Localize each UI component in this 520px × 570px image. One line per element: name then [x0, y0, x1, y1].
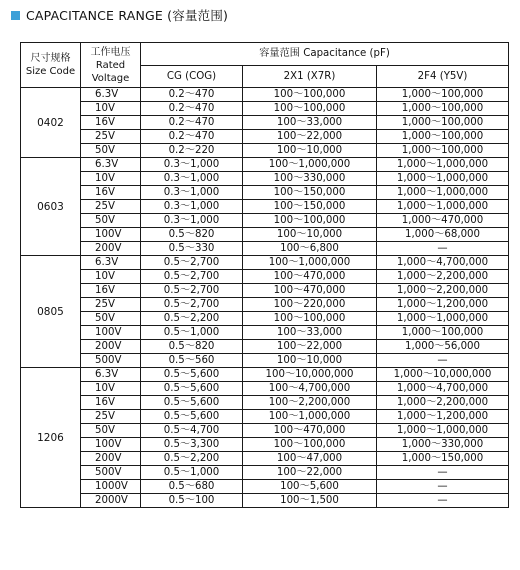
x7r-cell: 100～33,000 [243, 326, 377, 340]
y5v-cell: 1,000～1,200,000 [377, 298, 509, 312]
size-code-cell: 0402 [21, 88, 81, 158]
voltage-cell: 100V [81, 438, 141, 452]
x7r-cell: 100～470,000 [243, 270, 377, 284]
voltage-cell: 500V [81, 466, 141, 480]
cg-cog-cell: 0.3～1,000 [141, 200, 243, 214]
y5v-cell: 1,000～1,000,000 [377, 158, 509, 172]
voltage-cell: 16V [81, 396, 141, 410]
x7r-cell: 100～6,800 [243, 242, 377, 256]
cg-cog-cell: 0.5～1,000 [141, 466, 243, 480]
table-row [21, 200, 509, 214]
table-row [21, 88, 509, 102]
x7r-cell: 100～1,000,000 [243, 256, 377, 270]
x7r-cell: 100～2,200,000 [243, 396, 377, 410]
x7r-cell: 100～1,000,000 [243, 158, 377, 172]
voltage-cell: 16V [81, 186, 141, 200]
table-row [21, 410, 509, 424]
cg-cog-cell: 0.5～560 [141, 354, 243, 368]
x7r-cell: 100～150,000 [243, 186, 377, 200]
voltage-cell: 25V [81, 200, 141, 214]
x7r-cell: 100～1,000,000 [243, 410, 377, 424]
voltage-cell: 200V [81, 452, 141, 466]
cg-cog-cell: 0.3～1,000 [141, 214, 243, 228]
table-row [21, 228, 509, 242]
heading-square-icon [11, 11, 20, 20]
y5v-cell: 1,000～100,000 [377, 116, 509, 130]
x7r-cell: 100～47,000 [243, 452, 377, 466]
voltage-cell: 50V [81, 312, 141, 326]
table-row [21, 214, 509, 228]
rated-voltage-header [81, 43, 141, 88]
table-row [21, 186, 509, 200]
table-row [21, 438, 509, 452]
table-row [21, 452, 509, 466]
table-row [21, 494, 509, 508]
table-row [21, 326, 509, 340]
heading-title: CAPACITANCE RANGE (容量范围) [26, 8, 229, 23]
y5v-cell: 1,000～56,000 [377, 340, 509, 354]
cg-cog-cell: 0.3～1,000 [141, 158, 243, 172]
rated-voltage-header-en-1: Rated [95, 59, 126, 71]
capacitance-table [20, 42, 509, 508]
x7r-cell: 100～22,000 [243, 466, 377, 480]
cg-cog-cell: 0.5～5,600 [141, 368, 243, 382]
section-heading [11, 7, 228, 23]
y5v-cell: 1,000～1,200,000 [377, 410, 509, 424]
table-row [21, 158, 509, 172]
cg-cog-cell: 0.5～2,700 [141, 298, 243, 312]
y5v-cell: — [377, 466, 509, 480]
cg-cog-cell: 0.5～100 [141, 494, 243, 508]
cg-cog-cell: 0.5～680 [141, 480, 243, 494]
x7r-cell: 100～33,000 [243, 116, 377, 130]
cg-cog-cell: 0.5～5,600 [141, 410, 243, 424]
y5v-cell: 1,000～10,000,000 [377, 368, 509, 382]
cg-cog-cell: 0.5～5,600 [141, 396, 243, 410]
x7r-cell: 100～22,000 [243, 340, 377, 354]
y5v-cell: 1,000～100,000 [377, 326, 509, 340]
cg-cog-cell: 0.5～1,000 [141, 326, 243, 340]
rated-voltage-header-en-2: Voltage [91, 72, 130, 84]
cg-cog-cell: 0.5～5,600 [141, 382, 243, 396]
size-code-cell: 0805 [21, 256, 81, 368]
voltage-cell: 10V [81, 102, 141, 116]
size-code-header [21, 43, 81, 88]
x7r-cell: 100～150,000 [243, 200, 377, 214]
cg-cog-cell: 0.5～820 [141, 228, 243, 242]
voltage-cell: 6.3V [81, 158, 141, 172]
table-row [21, 368, 509, 382]
cg-cog-cell: 0.2～470 [141, 88, 243, 102]
x7r-cell: 100～100,000 [243, 214, 377, 228]
y5v-cell: 1,000～1,000,000 [377, 172, 509, 186]
cg-cog-cell: 0.5～330 [141, 242, 243, 256]
table-row [21, 242, 509, 256]
x7r-cell: 100～10,000 [243, 354, 377, 368]
y5v-cell: 1,000～100,000 [377, 102, 509, 116]
x7r-cell: 100～100,000 [243, 102, 377, 116]
x7r-header: 2X1 (X7R) [243, 66, 377, 88]
table-row [21, 480, 509, 494]
cg-cog-cell: 0.5～2,200 [141, 452, 243, 466]
y5v-cell: 1,000～4,700,000 [377, 382, 509, 396]
voltage-cell: 16V [81, 116, 141, 130]
y5v-cell: 1,000～470,000 [377, 214, 509, 228]
cg-cog-cell: 0.5～2,700 [141, 256, 243, 270]
voltage-cell: 6.3V [81, 368, 141, 382]
cg-cog-cell: 0.2～470 [141, 102, 243, 116]
size-code-header-cn: 尺寸规格 [30, 53, 71, 64]
cg-cog-cell: 0.5～820 [141, 340, 243, 354]
table-row [21, 424, 509, 438]
cg-cog-header: CG (COG) [141, 66, 243, 88]
voltage-cell: 10V [81, 382, 141, 396]
cg-cog-cell: 0.3～1,000 [141, 172, 243, 186]
cg-cog-cell: 0.2～220 [141, 144, 243, 158]
x7r-cell: 100～10,000 [243, 228, 377, 242]
cg-cog-cell: 0.3～1,000 [141, 186, 243, 200]
voltage-cell: 100V [81, 228, 141, 242]
table-row [21, 270, 509, 284]
voltage-cell: 16V [81, 284, 141, 298]
x7r-cell: 100～330,000 [243, 172, 377, 186]
table-row [21, 396, 509, 410]
voltage-cell: 2000V [81, 494, 141, 508]
x7r-cell: 100～220,000 [243, 298, 377, 312]
y5v-cell: 1,000～100,000 [377, 88, 509, 102]
voltage-cell: 200V [81, 242, 141, 256]
table-row [21, 130, 509, 144]
voltage-cell: 25V [81, 130, 141, 144]
x7r-cell: 100～100,000 [243, 88, 377, 102]
table-row [21, 284, 509, 298]
y5v-cell: 1,000～2,200,000 [377, 396, 509, 410]
size-code-header-en: Size Code [25, 66, 76, 77]
cg-cog-cell: 0.5～2,200 [141, 312, 243, 326]
table-row [21, 116, 509, 130]
y5v-cell: 1,000～68,000 [377, 228, 509, 242]
x7r-cell: 100～1,500 [243, 494, 377, 508]
table-row [21, 172, 509, 186]
y5v-cell: 1,000～1,000,000 [377, 312, 509, 326]
table-row [21, 466, 509, 480]
y5v-cell: 1,000～1,000,000 [377, 424, 509, 438]
x7r-cell: 100～10,000,000 [243, 368, 377, 382]
x7r-cell: 100～470,000 [243, 424, 377, 438]
x7r-cell: 100～5,600 [243, 480, 377, 494]
table-row [21, 312, 509, 326]
x7r-cell: 100～470,000 [243, 284, 377, 298]
voltage-cell: 50V [81, 424, 141, 438]
cg-cog-cell: 0.5～2,700 [141, 284, 243, 298]
table-row [21, 102, 509, 116]
voltage-cell: 200V [81, 340, 141, 354]
y5v-cell: 1,000～1,000,000 [377, 200, 509, 214]
y5v-cell: 1,000～4,700,000 [377, 256, 509, 270]
size-code-cell: 0603 [21, 158, 81, 256]
table-row [21, 144, 509, 158]
y5v-cell: — [377, 242, 509, 256]
table-row [21, 382, 509, 396]
x7r-cell: 100～10,000 [243, 144, 377, 158]
y5v-cell: 1,000～100,000 [377, 130, 509, 144]
voltage-cell: 10V [81, 172, 141, 186]
voltage-cell: 50V [81, 144, 141, 158]
voltage-cell: 500V [81, 354, 141, 368]
voltage-cell: 100V [81, 326, 141, 340]
table-row [21, 256, 509, 270]
x7r-cell: 100～4,700,000 [243, 382, 377, 396]
table-row [21, 340, 509, 354]
voltage-cell: 25V [81, 410, 141, 424]
size-code-cell: 1206 [21, 368, 81, 508]
rated-voltage-header-cn: 工作电压 [90, 46, 131, 58]
x7r-cell: 100～22,000 [243, 130, 377, 144]
cg-cog-cell: 0.5～2,700 [141, 270, 243, 284]
table-row [21, 298, 509, 312]
y5v-cell: — [377, 494, 509, 508]
voltage-cell: 6.3V [81, 88, 141, 102]
y5v-header: 2F4 (Y5V) [377, 66, 509, 88]
cg-cog-cell: 0.2～470 [141, 116, 243, 130]
cg-cog-cell: 0.2～470 [141, 130, 243, 144]
y5v-cell: 1,000～150,000 [377, 452, 509, 466]
y5v-cell: 1,000～330,000 [377, 438, 509, 452]
voltage-cell: 50V [81, 214, 141, 228]
cg-cog-cell: 0.5～4,700 [141, 424, 243, 438]
capacitance-group-header: 容量范围 Capacitance (pF) [141, 43, 509, 66]
y5v-cell: 1,000～2,200,000 [377, 270, 509, 284]
y5v-cell: 1,000～1,000,000 [377, 186, 509, 200]
voltage-cell: 6.3V [81, 256, 141, 270]
table-row [21, 354, 509, 368]
y5v-cell: 1,000～100,000 [377, 144, 509, 158]
y5v-cell: — [377, 480, 509, 494]
cg-cog-cell: 0.5～3,300 [141, 438, 243, 452]
voltage-cell: 1000V [81, 480, 141, 494]
x7r-cell: 100～100,000 [243, 438, 377, 452]
y5v-cell: 1,000～2,200,000 [377, 284, 509, 298]
x7r-cell: 100～100,000 [243, 312, 377, 326]
y5v-cell: — [377, 354, 509, 368]
voltage-cell: 25V [81, 298, 141, 312]
table-body [21, 88, 509, 508]
voltage-cell: 10V [81, 270, 141, 284]
